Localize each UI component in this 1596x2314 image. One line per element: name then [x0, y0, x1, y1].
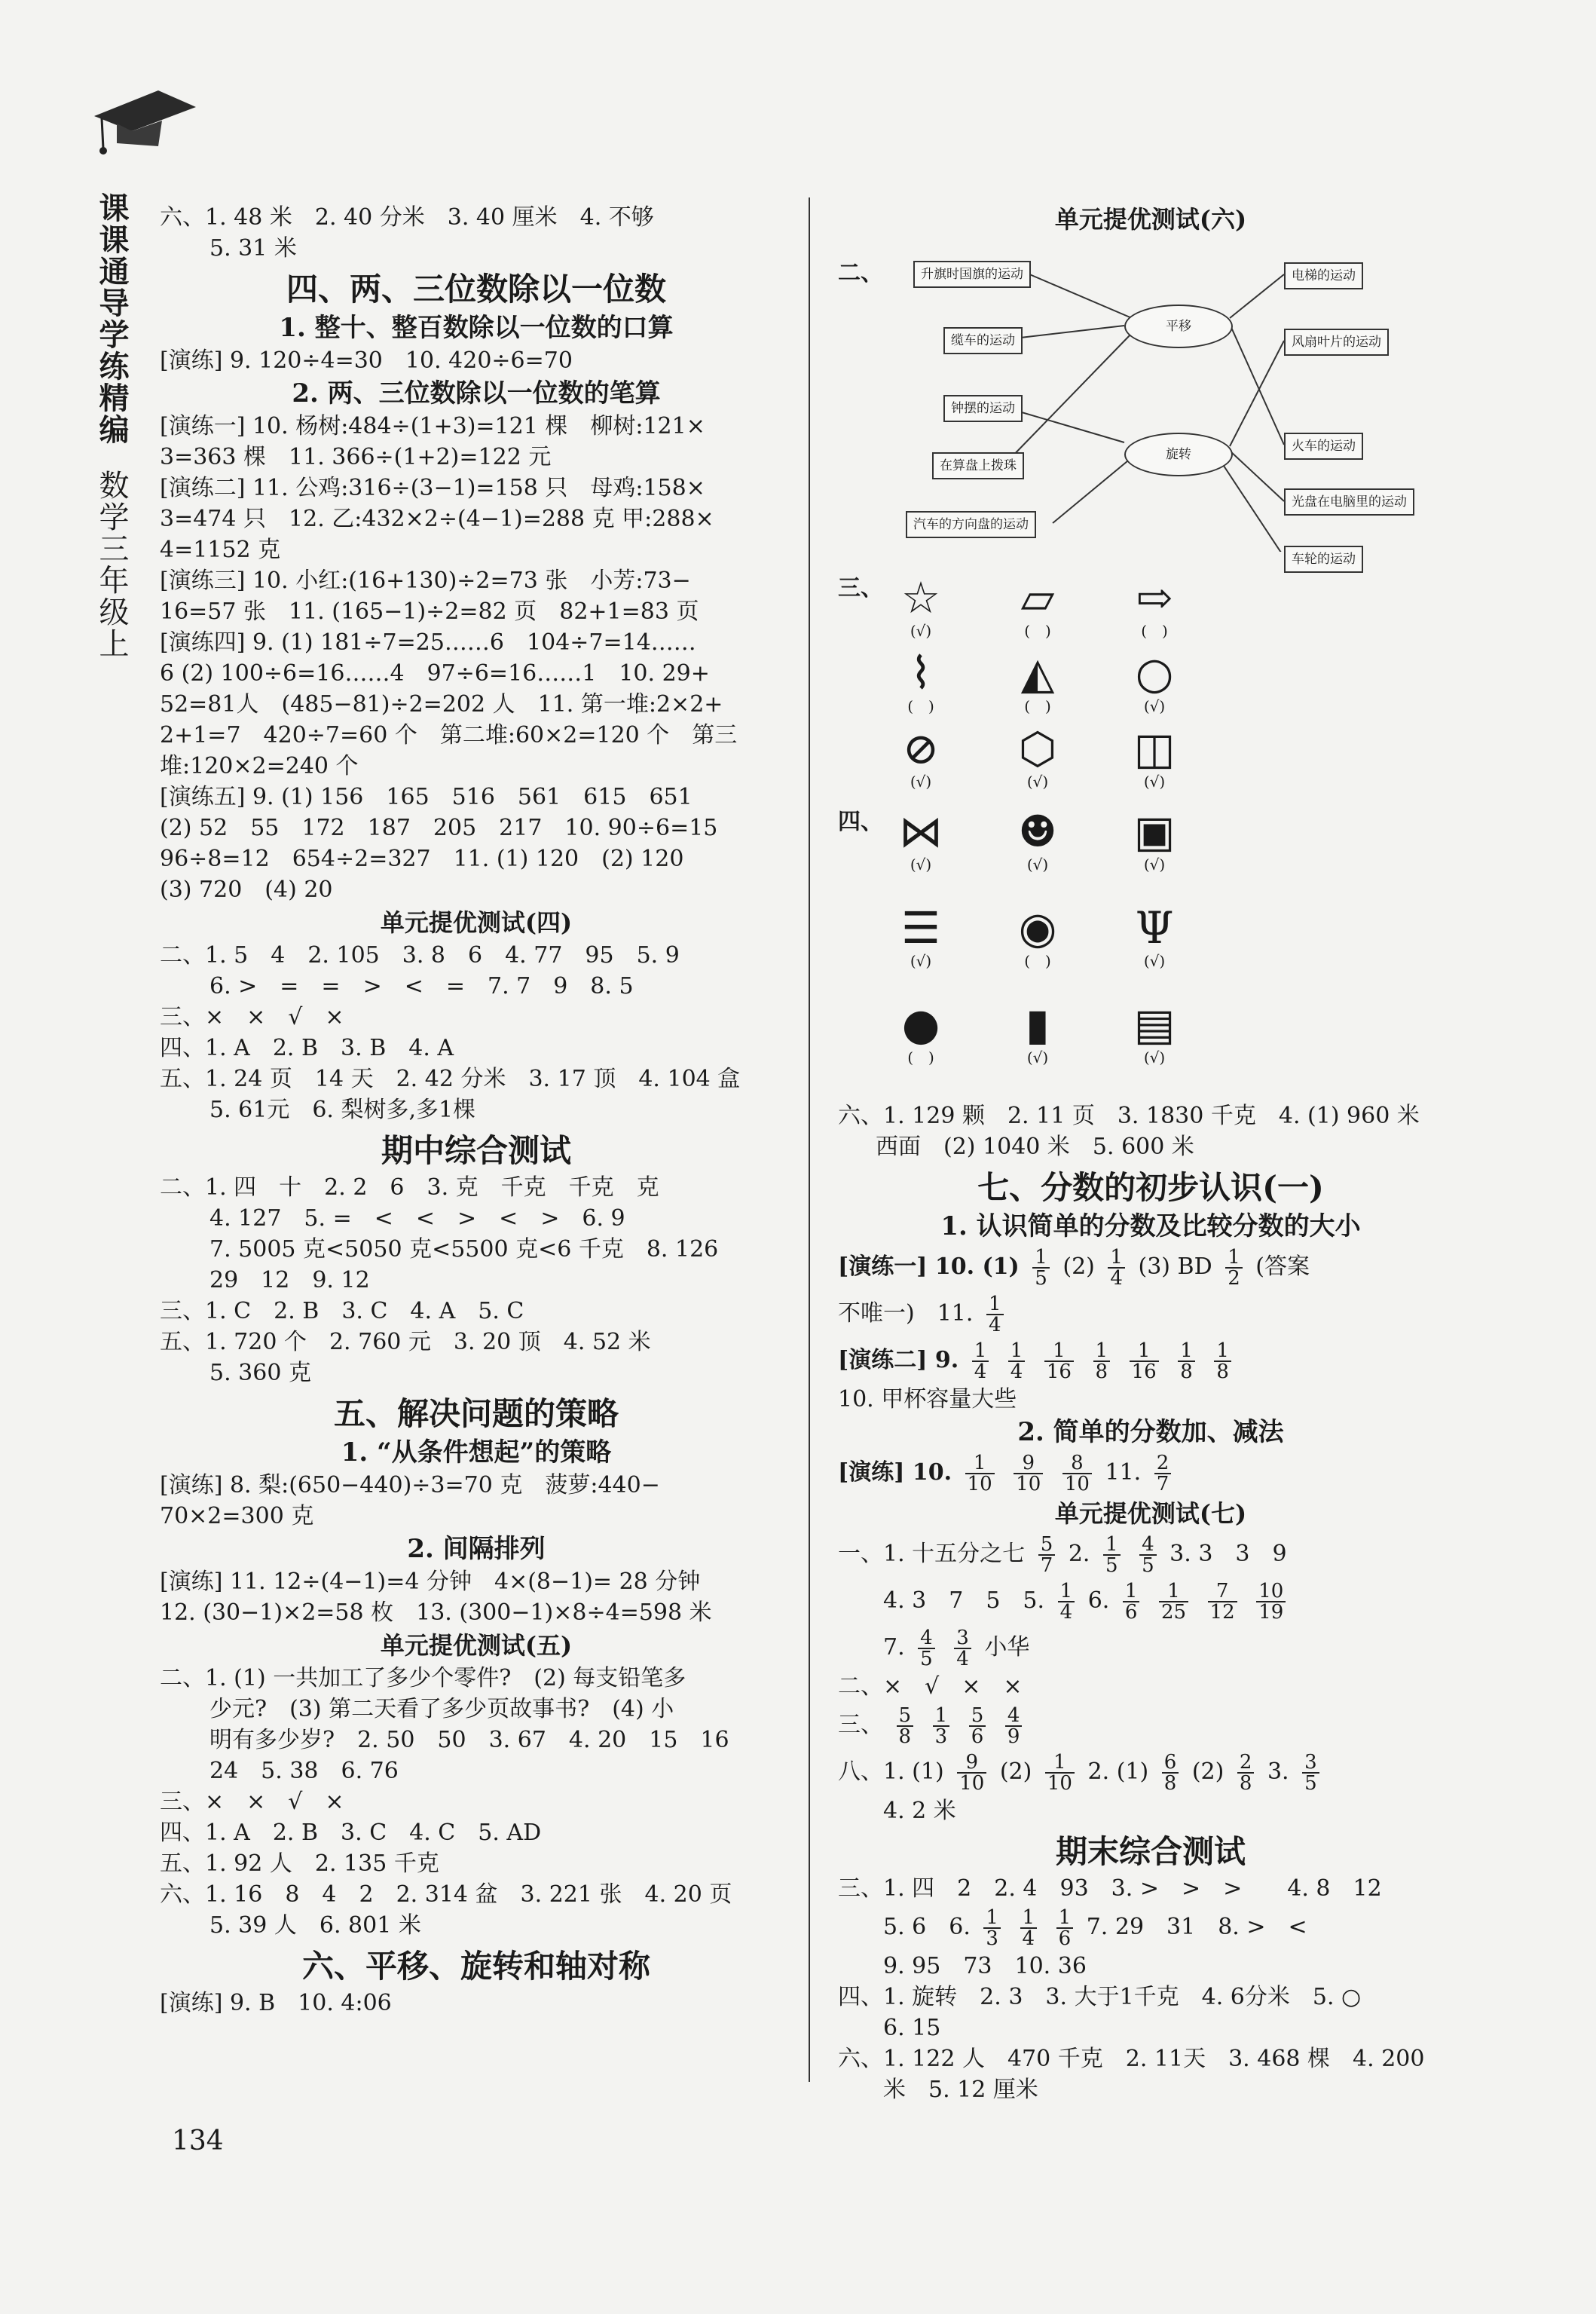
motion-matching-diagram	[838, 243, 1463, 567]
denominator: 16	[1046, 1361, 1072, 1383]
section-heading: 期中综合测试	[381, 1132, 571, 1169]
denominator: 10	[1016, 1473, 1041, 1495]
denominator: 4	[1010, 1361, 1023, 1383]
logo-icon: ▣	[1133, 806, 1176, 857]
question-label: 二、	[838, 260, 883, 286]
numerator: 7	[1208, 1581, 1237, 1602]
fraction	[1108, 1247, 1125, 1288]
numerator: 1	[965, 1453, 995, 1474]
numerator: 1	[1058, 1581, 1075, 1602]
answer-text: 6.	[1087, 1587, 1110, 1614]
fraction	[1005, 1706, 1023, 1746]
figure-item	[1113, 724, 1196, 790]
numerator: 4	[1139, 1535, 1157, 1556]
denominator: 10	[959, 1772, 985, 1795]
subject-title: 数学三年级上	[94, 470, 129, 660]
denominator: 5	[1142, 1554, 1154, 1577]
fraction	[957, 1752, 986, 1793]
denominator: 9	[1007, 1725, 1020, 1748]
denominator: 19	[1258, 1601, 1284, 1624]
answer-line: 5. 61元 6. 梨树多,多1棵	[209, 1097, 476, 1123]
numerator: 1	[1044, 1341, 1074, 1362]
fraction	[1045, 1752, 1075, 1793]
answer-text: 不唯一) 11.	[838, 1300, 974, 1327]
answer-text: 3.	[1267, 1758, 1289, 1785]
answer-mark: (√)	[910, 856, 932, 874]
fraction	[1014, 1453, 1043, 1494]
answer-mark: (√)	[1143, 952, 1166, 970]
fraction	[1058, 1581, 1075, 1622]
numerator: 1	[986, 1294, 1004, 1315]
fraction	[1302, 1752, 1319, 1793]
answer-text: 3. 3 3 9	[1169, 1541, 1287, 1567]
denominator: 16	[1131, 1361, 1157, 1383]
fraction	[933, 1706, 950, 1746]
answer-text: 7. 29 31 8. > <	[1086, 1914, 1307, 1940]
denominator: 5	[1304, 1772, 1317, 1795]
no-entry-icon: ⊘	[902, 723, 940, 774]
answer-mark: (√)	[1143, 773, 1166, 791]
right-item: 光盘在电脑里的运动	[1284, 488, 1414, 516]
section-heading: 期末综合测试	[1055, 1833, 1246, 1870]
numerator: 5	[897, 1706, 914, 1727]
fraction	[986, 1294, 1004, 1335]
answer-line: 五、1. 92 人 2. 135 千克	[160, 1850, 439, 1877]
column-divider	[809, 197, 810, 2082]
answer-line: 9. 95 73 10. 36	[883, 1953, 1087, 1979]
denominator: 6	[971, 1725, 984, 1748]
denominator: 7	[1156, 1473, 1169, 1495]
section-heading: 五、解决问题的策略	[333, 1395, 619, 1432]
figure-item	[1113, 573, 1196, 639]
numerator: 9	[1014, 1453, 1043, 1474]
test-heading: 单元提优测试(七)	[1054, 1499, 1247, 1528]
left-item: 钟摆的运动	[943, 395, 1023, 422]
fraction	[1130, 1341, 1159, 1382]
answer-line: 六、1. 16 8 4 2 2. 314 盆 3. 221 张 4. 20 页	[160, 1881, 732, 1908]
denominator: 5	[920, 1648, 933, 1670]
numerator: 1	[1214, 1341, 1231, 1362]
answer-line	[838, 1749, 1463, 1795]
question-label: 三、	[838, 575, 883, 601]
answer-line: 3=363 棵 11. 366÷(1+2)=122 元	[160, 444, 552, 470]
numerator: 1	[983, 1908, 1001, 1929]
answer-mark: (√)	[1143, 1048, 1166, 1067]
fraction	[1056, 1908, 1074, 1948]
square-icon: ◫	[1133, 723, 1176, 774]
left-item: 在算盘上拨珠	[932, 452, 1024, 479]
answer-text: (答案	[1255, 1253, 1310, 1280]
arrow-icon: ⇨	[1136, 572, 1173, 623]
answer-line: 六、1. 48 米 2. 40 分米 3. 40 厘米 4. 不够	[160, 204, 654, 231]
right-item: 火车的运动	[1284, 433, 1363, 460]
denominator: 6	[1124, 1601, 1138, 1624]
answer-mark: ( )	[1024, 697, 1051, 715]
answer-text: 7.	[883, 1634, 905, 1661]
denominator: 7	[1040, 1554, 1053, 1577]
figure-item	[879, 903, 962, 969]
exercise-label: [演练二] 9.	[838, 1347, 959, 1373]
answer-line: 6. > = = > < = 7. 7 9 8. 5	[209, 973, 634, 999]
numerator: 1	[1225, 1247, 1243, 1269]
answer-mark: ( )	[907, 1048, 934, 1067]
answer-mark: (√)	[1143, 856, 1166, 874]
figure-item	[879, 999, 962, 1066]
answer-mark: (√)	[910, 622, 932, 640]
test-heading: 单元提优测试(六)	[1054, 205, 1247, 234]
denominator: 5	[1035, 1267, 1047, 1290]
figure-item	[1113, 807, 1196, 873]
fraction	[1044, 1341, 1074, 1382]
answer-line	[838, 1578, 1463, 1624]
fraction	[1237, 1752, 1255, 1793]
answer-line: [演练] 9. B 10. 4:06	[160, 1990, 392, 2016]
star-icon: ☆	[901, 572, 940, 623]
numerator: 9	[957, 1752, 986, 1774]
right-column	[838, 202, 1463, 2105]
fraction	[983, 1908, 1001, 1948]
answer-line: 24 5. 38 6. 76	[209, 1758, 399, 1784]
fraction	[1103, 1535, 1121, 1575]
numerator: 1	[972, 1341, 989, 1362]
subsection-heading: 2. 间隔排列	[407, 1534, 546, 1564]
answer-line: 29 12 9. 12	[209, 1267, 370, 1293]
page-number: 134	[172, 2126, 224, 2156]
denominator: 4	[1110, 1267, 1123, 1290]
denominator: 10	[1047, 1772, 1072, 1795]
section-heading: 四、两、三位数除以一位数	[286, 271, 666, 308]
octagon-icon: ⬡	[1018, 723, 1057, 774]
denominator: 8	[1163, 1772, 1177, 1795]
numerator: 1	[1093, 1341, 1111, 1362]
answer-line: 52=81人 (485−81)÷2=202 人 11. 第一堆:2×2+	[160, 691, 723, 718]
answer-line: 5. 360 克	[209, 1360, 311, 1386]
numerator: 2	[1237, 1752, 1255, 1774]
fraction	[1093, 1341, 1111, 1382]
numerator: 3	[954, 1628, 971, 1649]
answer-text: 4. 3 7 5 5.	[883, 1587, 1045, 1614]
fraction	[969, 1706, 986, 1746]
right-item: 电梯的运动	[1284, 262, 1363, 289]
figure-item	[996, 903, 1079, 969]
figure-item	[879, 648, 962, 715]
answer-line: 7. 5005 克<5050 克<5500 克<6 千克 8. 126	[209, 1236, 719, 1263]
triangle-icon: ◭	[1020, 647, 1055, 699]
right-item: 车轮的运动	[1284, 546, 1363, 573]
answer-line	[838, 1337, 1463, 1384]
answer-text: 2. (1)	[1087, 1758, 1149, 1785]
denominator: 4	[1059, 1601, 1073, 1624]
answer-line: 4. 2 米	[883, 1798, 956, 1824]
answer-text: (2)	[1191, 1758, 1225, 1785]
test-heading: 单元提优测试(五)	[380, 1631, 573, 1660]
subsection-heading: 1. “从条件想起”的策略	[341, 1437, 612, 1468]
answer-line	[838, 1702, 1463, 1749]
answer-text: 2.	[1068, 1541, 1090, 1567]
figure-item	[1113, 903, 1196, 969]
numerator: 1	[1056, 1908, 1074, 1929]
fraction	[1214, 1341, 1231, 1382]
turn-sign-icon: ●	[901, 999, 940, 1050]
fraction	[1020, 1908, 1038, 1948]
numerator: 4	[1005, 1706, 1023, 1727]
answer-text: (2)	[1062, 1253, 1095, 1280]
answer-line: 西面 (2) 1040 米 5. 600 米	[876, 1134, 1194, 1160]
answer-line	[838, 1531, 1463, 1578]
butterfly-icon: ⋈	[899, 806, 943, 857]
answer-line: [演练] 9. 120÷4=30 10. 420÷6=70	[160, 347, 573, 374]
answer-line: [演练一] 10. 杨树:484÷(1+3)=121 棵 柳树:121×	[160, 413, 705, 439]
answer-line: 少元? (3) 第二天看了多少页故事书? (4) 小	[209, 1696, 674, 1722]
denominator: 8	[1239, 1772, 1252, 1795]
answer-line: 5. 31 米	[209, 235, 297, 262]
answer-line	[838, 1244, 1463, 1290]
answer-line: 二、1. (1) 一共加工了多少个零件? (2) 每支铅笔多	[160, 1665, 686, 1691]
answer-line: [演练] 11. 12÷(4−1)=4 分钟 4×(8−1)= 28 分钟	[160, 1569, 701, 1595]
fraction	[954, 1628, 971, 1669]
answer-line: 二、1. 四 十 2. 2 6 3. 克 千克 千克 克	[160, 1174, 659, 1201]
numerator: 5	[1038, 1535, 1056, 1556]
figure-item	[996, 724, 1079, 790]
answer-line: 四、1. A 2. B 3. C 4. C 5. AD	[160, 1820, 542, 1846]
exercise-label: [演练一] 10. (1)	[838, 1253, 1020, 1280]
answer-line: 10. 甲杯容量大些	[838, 1386, 1017, 1413]
answer-line: 5. 39 人 6. 801 米	[209, 1912, 421, 1939]
graduation-cap-icon	[87, 84, 200, 160]
denominator: 10	[1064, 1473, 1090, 1495]
answer-line: [演练四] 9. (1) 181÷7=25……6 104÷7=14……	[160, 629, 696, 656]
rotation-node: 旋转	[1124, 433, 1233, 476]
fraction	[1038, 1535, 1056, 1575]
exercise-label: [演练] 10.	[838, 1459, 952, 1486]
fraction	[1008, 1341, 1026, 1382]
answer-line: 6. 15	[883, 2015, 941, 2041]
fraction	[1225, 1247, 1243, 1288]
section-heading: 六、平移、旋转和轴对称	[301, 1948, 650, 1985]
left-item: 汽车的方向盘的运动	[906, 511, 1036, 538]
numerator: 1	[1020, 1908, 1038, 1929]
answer-line: [演练五] 9. (1) 156 165 516 561 615 651	[160, 784, 693, 810]
circle-icon: ○	[1135, 647, 1174, 699]
numerator: 8	[1062, 1453, 1092, 1474]
answer-line: 明有多少岁? 2. 50 50 3. 67 4. 20 15 16	[209, 1727, 729, 1753]
mask-icon: ☻	[1018, 806, 1057, 857]
answer-line: 六、1. 122 人 470 千克 2. 11天 3. 468 棵 4. 200	[838, 2046, 1425, 2072]
answer-mark: (√)	[910, 952, 932, 970]
numerator: 4	[918, 1628, 935, 1649]
denominator: 8	[1095, 1361, 1108, 1383]
denominator: 3	[934, 1725, 948, 1748]
numerator: 1	[1178, 1341, 1195, 1362]
answer-text: 小华	[984, 1634, 1030, 1661]
right-item: 风扇叶片的运动	[1284, 329, 1389, 356]
denominator: 4	[1022, 1927, 1035, 1950]
answer-line: 三、1. C 2. B 3. C 4. A 5. C	[160, 1298, 524, 1324]
answer-text: (3) BD	[1138, 1253, 1212, 1280]
denominator: 8	[898, 1725, 912, 1748]
section-heading: 七、分数的初步认识(一)	[977, 1169, 1324, 1206]
figure-item	[879, 573, 962, 639]
left-item: 缆车的运动	[943, 327, 1023, 354]
symmetry-figures-4	[838, 807, 1463, 1100]
weightlifter-icon: Ψ	[1135, 902, 1174, 953]
answer-text: 八、1. (1)	[838, 1758, 944, 1785]
figure-item	[879, 807, 962, 873]
flag-icon: ▮	[1026, 999, 1050, 1050]
answer-line: 2+1=7 420÷7=60 个 第二堆:60×2=120 个 第三	[160, 722, 738, 748]
fraction	[1162, 1752, 1179, 1793]
answer-text: 11.	[1105, 1459, 1142, 1486]
flag-icon: ☰	[901, 902, 940, 953]
tunnel-sign-icon: ▤	[1133, 999, 1176, 1050]
fraction	[897, 1706, 914, 1746]
answer-line: 五、1. 24 页 14 天 2. 42 分米 3. 17 顶 4. 104 盒	[160, 1066, 741, 1092]
answer-line: (2) 52 55 172 187 205 217 10. 90÷6=15	[160, 815, 718, 841]
figure-item	[996, 573, 1079, 639]
question-label: 四、	[838, 809, 883, 835]
wave-shape-icon: ⌇	[910, 647, 932, 699]
numerator: 5	[969, 1706, 986, 1727]
denominator: 25	[1160, 1601, 1187, 1624]
denominator: 3	[986, 1927, 998, 1950]
denominator: 12	[1209, 1601, 1235, 1624]
numerator: 1	[1045, 1752, 1075, 1774]
answer-line: 四、1. A 2. B 3. B 4. A	[160, 1035, 454, 1061]
numerator: 1	[933, 1706, 950, 1727]
answer-mark: (√)	[1026, 856, 1049, 874]
answer-line: 六、1. 129 颗 2. 11 页 3. 1830 千克 4. (1) 960 米	[838, 1103, 1420, 1129]
figure-item	[996, 807, 1079, 873]
denominator: 6	[1058, 1927, 1072, 1950]
denominator: 5	[1105, 1554, 1118, 1577]
denominator: 10	[967, 1473, 992, 1495]
figure-item	[879, 724, 962, 790]
numerator: 1	[1130, 1341, 1159, 1362]
answer-line: 四、1. 旋转 2. 3 3. 大于1千克 4. 6分米 5. ○	[838, 1984, 1362, 2010]
numerator: 10	[1256, 1581, 1286, 1602]
answer-mark: (√)	[1143, 697, 1166, 715]
figure-item	[1113, 999, 1196, 1066]
denominator: 4	[974, 1361, 987, 1383]
answer-line: 三、× × √ ×	[160, 1004, 344, 1030]
denominator: 4	[956, 1648, 969, 1670]
fraction	[1032, 1247, 1050, 1288]
answer-mark: (√)	[1026, 773, 1049, 791]
parallelogram-icon: ▱	[1020, 572, 1055, 623]
answer-line: 16=57 张 11. (165−1)÷2=82 页 82+1=83 页	[160, 598, 699, 625]
subsection-heading: 1. 整十、整百数除以一位数的口算	[279, 313, 674, 343]
answer-line: [演练三] 10. 小红:(16+130)÷2=73 张 小芳:73−	[160, 568, 691, 594]
subsection-heading: 2. 简单的分数加、减法	[1017, 1417, 1284, 1447]
fraction	[1178, 1341, 1195, 1382]
answer-line: 米 5. 12 厘米	[883, 2077, 1038, 2103]
answer-line: 堆:120×2=240 个	[160, 753, 359, 779]
side-title	[89, 192, 134, 660]
answer-line: 96÷8=12 654÷2=327 11. (1) 120 (2) 120	[160, 846, 684, 872]
answer-line: 4. 127 5. = < < > < > 6. 9	[209, 1205, 625, 1232]
symmetry-figures-3	[838, 573, 1463, 807]
answer-mark: (√)	[1026, 1048, 1049, 1067]
answer-text: 一、1. 十五分之七	[838, 1541, 1026, 1567]
numerator: 1	[1008, 1341, 1026, 1362]
answer-text: 三、	[838, 1712, 883, 1738]
denominator: 2	[1228, 1267, 1240, 1290]
numerator: 1	[1108, 1247, 1125, 1269]
answer-line	[838, 1290, 1463, 1337]
fraction	[1256, 1581, 1286, 1622]
translation-node: 平移	[1124, 305, 1233, 348]
figure-item	[996, 648, 1079, 715]
answer-line: 二、1. 5 4 2. 105 3. 8 6 4. 77 95 5. 9	[160, 942, 680, 969]
answer-mark: ( )	[907, 697, 934, 715]
answer-line: 6 (2) 100÷6=16……4 97÷6=16……1 10. 29+	[160, 660, 710, 687]
answer-line: [演练二] 11. 公鸡:316÷(3−1)=158 只 母鸡:158×	[160, 475, 705, 501]
fraction	[1123, 1581, 1140, 1622]
left-column	[160, 202, 793, 2019]
numerator: 2	[1154, 1453, 1172, 1474]
numerator: 1	[1103, 1535, 1121, 1556]
series-title: 课课通导学练精编	[94, 192, 129, 445]
test-heading: 单元提优测试(四)	[380, 908, 573, 937]
answer-line: 二、× √ × ×	[838, 1673, 1023, 1700]
fraction	[918, 1628, 935, 1669]
answer-line: (3) 720 (4) 20	[160, 877, 333, 903]
answer-line: 12. (30−1)×2=58 枚 13. (300−1)×8÷4=598 米	[160, 1599, 712, 1626]
answer-line: 五、1. 720 个 2. 760 元 3. 20 顶 4. 52 米	[160, 1329, 651, 1355]
left-item: 升旗时国旗的运动	[913, 261, 1031, 288]
roundabout-icon: ◉	[1018, 902, 1057, 953]
fraction	[1062, 1453, 1092, 1494]
fraction	[1159, 1581, 1188, 1622]
numerator: 3	[1302, 1752, 1319, 1774]
fraction	[1208, 1581, 1237, 1622]
answer-line: 三、× × √ ×	[160, 1789, 344, 1815]
answer-mark: (√)	[910, 773, 932, 791]
denominator: 4	[988, 1314, 1001, 1336]
answer-text: 5. 6 6.	[883, 1914, 971, 1940]
answer-mark: ( )	[1141, 622, 1168, 640]
answer-mark: ( )	[1024, 622, 1051, 640]
fraction	[1139, 1535, 1157, 1575]
answer-mark: ( )	[1024, 952, 1051, 970]
subsection-heading: 2. 两、三位数除以一位数的笔算	[292, 378, 661, 409]
denominator: 8	[1216, 1361, 1229, 1383]
fraction	[972, 1341, 989, 1382]
answer-line	[838, 1449, 1463, 1496]
numerator: 6	[1162, 1752, 1179, 1774]
answer-line: 3=474 只 12. 乙:432×2÷(4−1)=288 克 甲:288×	[160, 506, 714, 532]
answer-line	[838, 1904, 1463, 1951]
answer-line: [演练] 8. 梨:(650−440)÷3=70 克 菠萝:440−	[160, 1472, 660, 1498]
fraction	[1154, 1453, 1172, 1494]
answer-line: 70×2=300 克	[160, 1503, 314, 1529]
subsection-heading: 1. 认识简单的分数及比较分数的大小	[940, 1211, 1361, 1241]
figure-item	[996, 999, 1079, 1066]
answer-text: (2)	[999, 1758, 1032, 1785]
fraction	[965, 1453, 995, 1494]
answer-line: 三、1. 四 2 2. 4 93 3. > > > 4. 8 12	[838, 1875, 1382, 1902]
numerator: 1	[1032, 1247, 1050, 1269]
figure-item	[1113, 648, 1196, 715]
answer-line: 4=1152 克	[160, 537, 281, 563]
denominator: 8	[1180, 1361, 1193, 1383]
numerator: 1	[1123, 1581, 1140, 1602]
answer-line	[838, 1624, 1463, 1671]
numerator: 1	[1159, 1581, 1188, 1602]
